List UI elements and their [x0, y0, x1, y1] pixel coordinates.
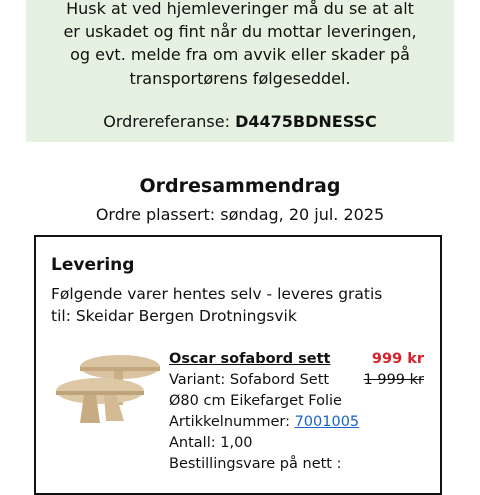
order-reference-label: Ordrereferanse:: [103, 112, 230, 131]
article-number-row: [169, 412, 359, 432]
delivery-text-line-1: Følgende varer hentes selv - leveres gratis: [51, 285, 383, 303]
notice-line-2: er uskadet og fint når du mottar leveringen,: [63, 22, 417, 41]
notice-line-3: og evt. melde fra om avvik eller skader på: [70, 45, 410, 64]
order-reference: [26, 111, 454, 133]
order-note: Bestillingsvare på nett :: [169, 456, 342, 472]
article-number-link[interactable]: 7001005: [294, 414, 360, 430]
delivery-notice: [26, 0, 454, 142]
delivery-text-line-2: til: Skeidar Bergen Drotningsvik: [51, 307, 297, 325]
product-quantity: Antall: 1,00: [169, 435, 253, 451]
product-name-link[interactable]: Oscar sofabord sett: [169, 351, 331, 367]
summary-title: Ordresammendrag: [139, 175, 341, 197]
original-price: 1 999 kr: [363, 372, 424, 388]
notice-line-4: transportørens følgeseddel.: [129, 69, 351, 88]
order-date: Ordre plassert: søndag, 20 jul. 2025: [95, 205, 385, 224]
product-variant: Variant: Sofabord Sett: [169, 372, 330, 388]
delivery-heading: Levering: [51, 255, 135, 275]
current-price: 999 kr: [371, 351, 424, 367]
coffee-table-image[interactable]: [54, 347, 162, 427]
article-number-label: Artikkelnummer:: [169, 414, 290, 430]
order-reference-value: D4475BDNESSC: [235, 112, 377, 131]
notice-line-1: Husk at ved hjemleveringer må du se at alt: [66, 0, 414, 18]
product-finish: Ø80 cm Eikefarget Folie: [169, 393, 342, 409]
delivery-card: [34, 235, 442, 495]
